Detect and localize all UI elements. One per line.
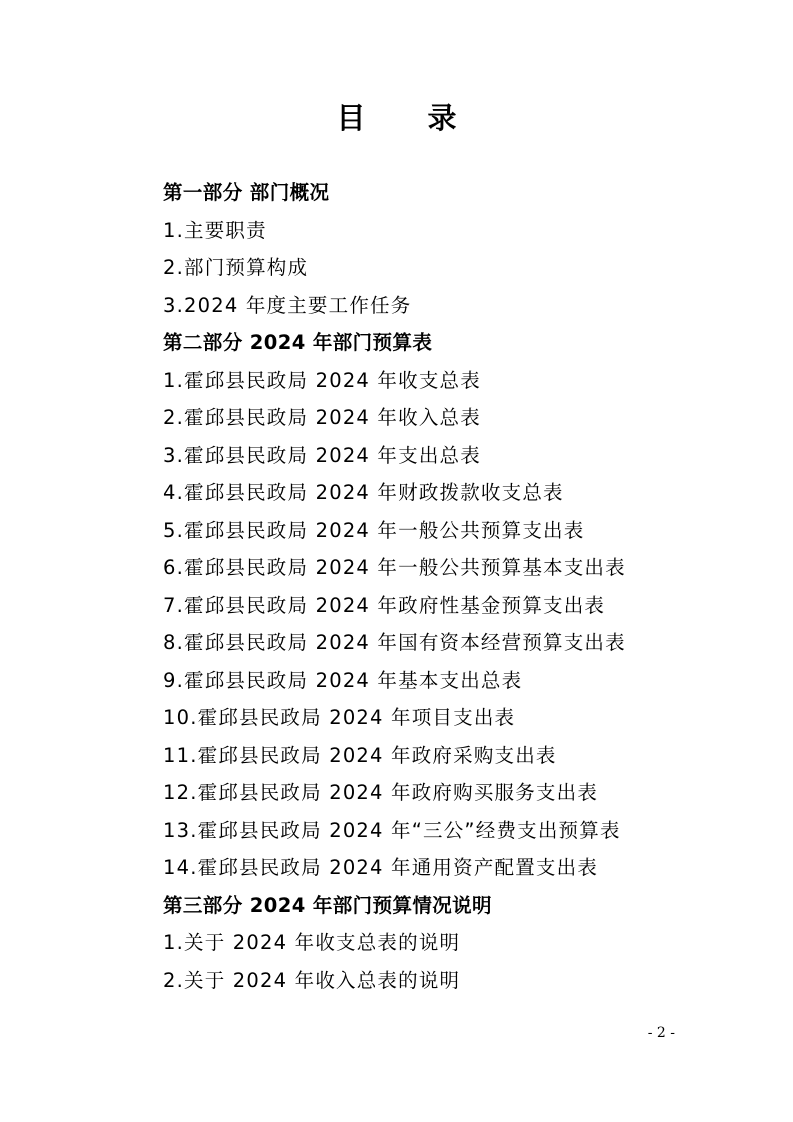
page-title: 目 录 (336, 101, 483, 135)
toc-section-heading: 第二部分 2024 年部门预算表 (163, 331, 433, 354)
page-number: - 2 - (647, 1025, 675, 1041)
toc-section-heading: 第一部分 部门概况 (163, 181, 330, 204)
toc-item: 2.部门预算构成 (163, 256, 309, 279)
toc-item: 2.霍邱县民政局 2024 年收入总表 (163, 406, 481, 429)
toc-item: 10.霍邱县民政局 2024 年项目支出表 (163, 706, 516, 729)
toc-item: 12.霍邱县民政局 2024 年政府购买服务支出表 (163, 781, 599, 804)
toc-item: 1.关于 2024 年收支总表的说明 (163, 931, 461, 954)
toc-item: 5.霍邱县民政局 2024 年一般公共预算支出表 (163, 518, 585, 542)
toc-item: 8.霍邱县民政局 2024 年国有资本经营预算支出表 (163, 631, 626, 654)
toc-item: 11.霍邱县民政局 2024 年政府采购支出表 (163, 743, 557, 767)
toc-item: 9.霍邱县民政局 2024 年基本支出总表 (163, 668, 523, 692)
table-of-contents (163, 178, 723, 1003)
toc-item: 7.霍邱县民政局 2024 年政府性基金预算支出表 (163, 593, 606, 617)
toc-item: 13.霍邱县民政局 2024 年“三公”经费支出预算表 (163, 818, 621, 842)
toc-item: 6.霍邱县民政局 2024 年一般公共预算基本支出表 (163, 556, 626, 579)
toc-item: 4.霍邱县民政局 2024 年财政拨款收支总表 (163, 481, 564, 504)
toc-section-heading: 第三部分 2024 年部门预算情况说明 (163, 893, 492, 917)
toc-item: 1.霍邱县民政局 2024 年收支总表 (163, 368, 481, 392)
toc-item: 14.霍邱县民政局 2024 年通用资产配置支出表 (163, 856, 599, 879)
toc-item: 2.关于 2024 年收入总表的说明 (163, 968, 461, 992)
toc-item: 3.2024 年度主要工作任务 (163, 293, 412, 317)
toc-item: 3.霍邱县民政局 2024 年支出总表 (163, 443, 481, 467)
toc-item: 1.主要职责 (163, 218, 267, 242)
